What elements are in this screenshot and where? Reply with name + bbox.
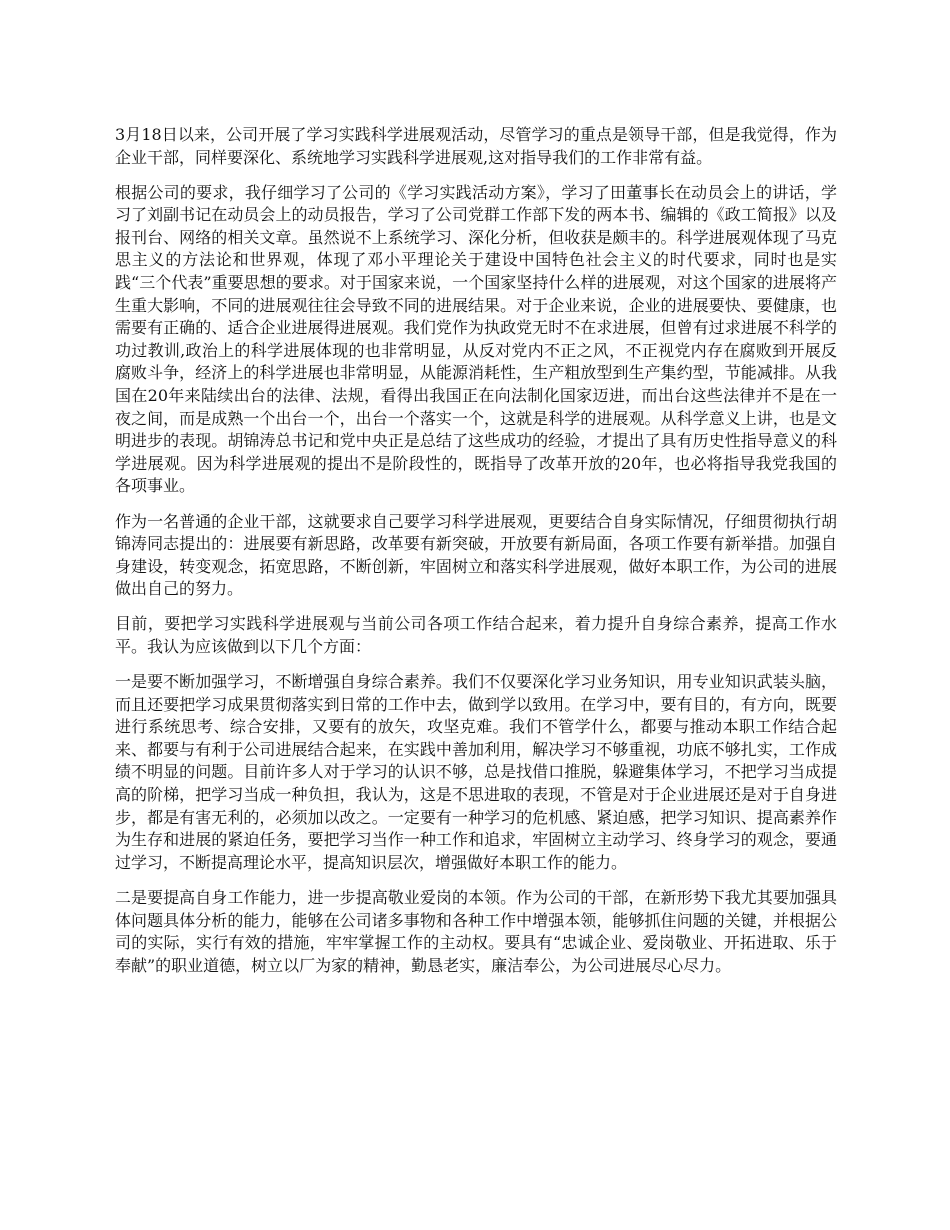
document-body [115, 124, 837, 990]
paragraph-intro: 3月18日以来，公司开展了学习实践科学进展观活动，尽管学习的重点是领导干部，但是我觉得，作为企业干部，同样要深化、系统地学习实践科学进展观,这对指导我们的工作非常有益。 [115, 125, 837, 167]
paragraph-current-tasks: 目前，要把学习实践科学进展观与当前公司各项工作结合起来，着力提升自身综合素养，提高工作水平。我认为应该做到以下几个方面： [115, 614, 837, 656]
paragraph-study-summary: 根据公司的要求，我仔细学习了公司的《学习实践活动方案》，学习了田董事长在动员会上的讲话，学习了刘副书记在动员会上的动员报告，学习了公司党群工作部下发的两本书、编辑的《政工简报》以及报刊台、网络的相关文章。虽然说不上系统学习、深化分析，但收获是颇丰的。科学进展观体现了马克思主义的方法论和世界观，体现了邓小平理论关于建设中国特色社会主义的时代要求，同时也是实践“三个代表”重要思想的要求。对于国家来说，一个国家坚持什么样的进展观，对这个国家的进展将产生重大影响，不同的进展观往往会导致不同的进展结果。对于企业来说，企业的进展要快、要健康，也需要有正确的、适合企业进展得进展观。我们党作为执政党无时不在求进展，但曾有过求进展不科学的功过教训,政治上的科学进展体现的也非常明显，从反对党内不正之风，不正视党内存在腐败到开展反腐败斗争，经济上的科学进展也非常明显，从能源消耗性，生产粗放型到生产集约型，节能减排。从我国在20年来陆续出台的法律、法规，看得出我国正在向法制化国家迈进，而出台这些法律并不是在一夜之间，而是成熟一个出台一个，出台一个落实一个，这就是科学的进展观。从科学意义上讲，也是文明进步的表现。胡锦涛总书记和党中央正是总结了这些成功的经验，才提出了具有历史性指导意义的科学进展观。因为科学进展观的提出不是阶段性的，既指导了改革开放的20年，也必将指导我党我国的各项事业。 [115, 182, 837, 496]
paragraph-personal-requirement: 作为一名普通的企业干部，这就要求自己要学习科学进展观，更要结合自身实际情况，仔细贯彻执行胡锦涛同志提出的：进展要有新思路，改革要有新突破，开放要有新局面，各项工作要有新举措。加强自身建设，转变观念，拓宽思路，不断创新，牢固树立和落实科学进展观，做好本职工作，为公司的进展做出自己的努力。 [115, 511, 837, 599]
paragraph-point-one: 一是要不断加强学习，不断增强自身综合素养。我们不仅要深化学习业务知识，用专业知识武装头脑，而且还要把学习成果贯彻落实到日常的工作中去，做到学以致用。在学习中，要有目的，有方向，既要进行系统思考、综合安排，又要有的放矢，攻坚克难。我们不管学什么，都要与推动本职工作结合起来、都要与有利于公司进展结合起来，在实践中善加利用，解决学习不够重视，功底不够扎实，工作成绩不明显的问题。目前许多人对于学习的认识不够，总是找借口推脱，躲避集体学习，不把学习当成提高的阶梯，把学习当成一种负担，我认为，这是不思进取的表现，不管是对于企业进展还是对于自身进步，都是有害无利的，必须加以改之。一定要有一种学习的危机感、紧迫感，把学习知识、提高素养作为生存和进展的紧迫任务，要把学习当作一种工作和追求，牢固树立主动学习、终身学习的观念，要通过学习，不断提高理论水平，提高知识层次，增强做好本职工作的能力。 [115, 672, 837, 872]
paragraph-point-two: 二是要提高自身工作能力，进一步提高敬业爱岗的本领。作为公司的干部，在新形势下我尤其要加强具体问题具体分析的能力，能够在公司诸多事物和各种工作中增强本领，能够抓住问题的关键，并根据公司的实际，实行有效的措施，牢牢掌握工作的主动权。要具有“忠诚企业、爱岗敬业、开拓进取、乐于奉献”的职业道德，树立以厂为家的精神，勤恳老实，廉洁奉公，为公司进展尽心尽力。 [115, 887, 837, 975]
